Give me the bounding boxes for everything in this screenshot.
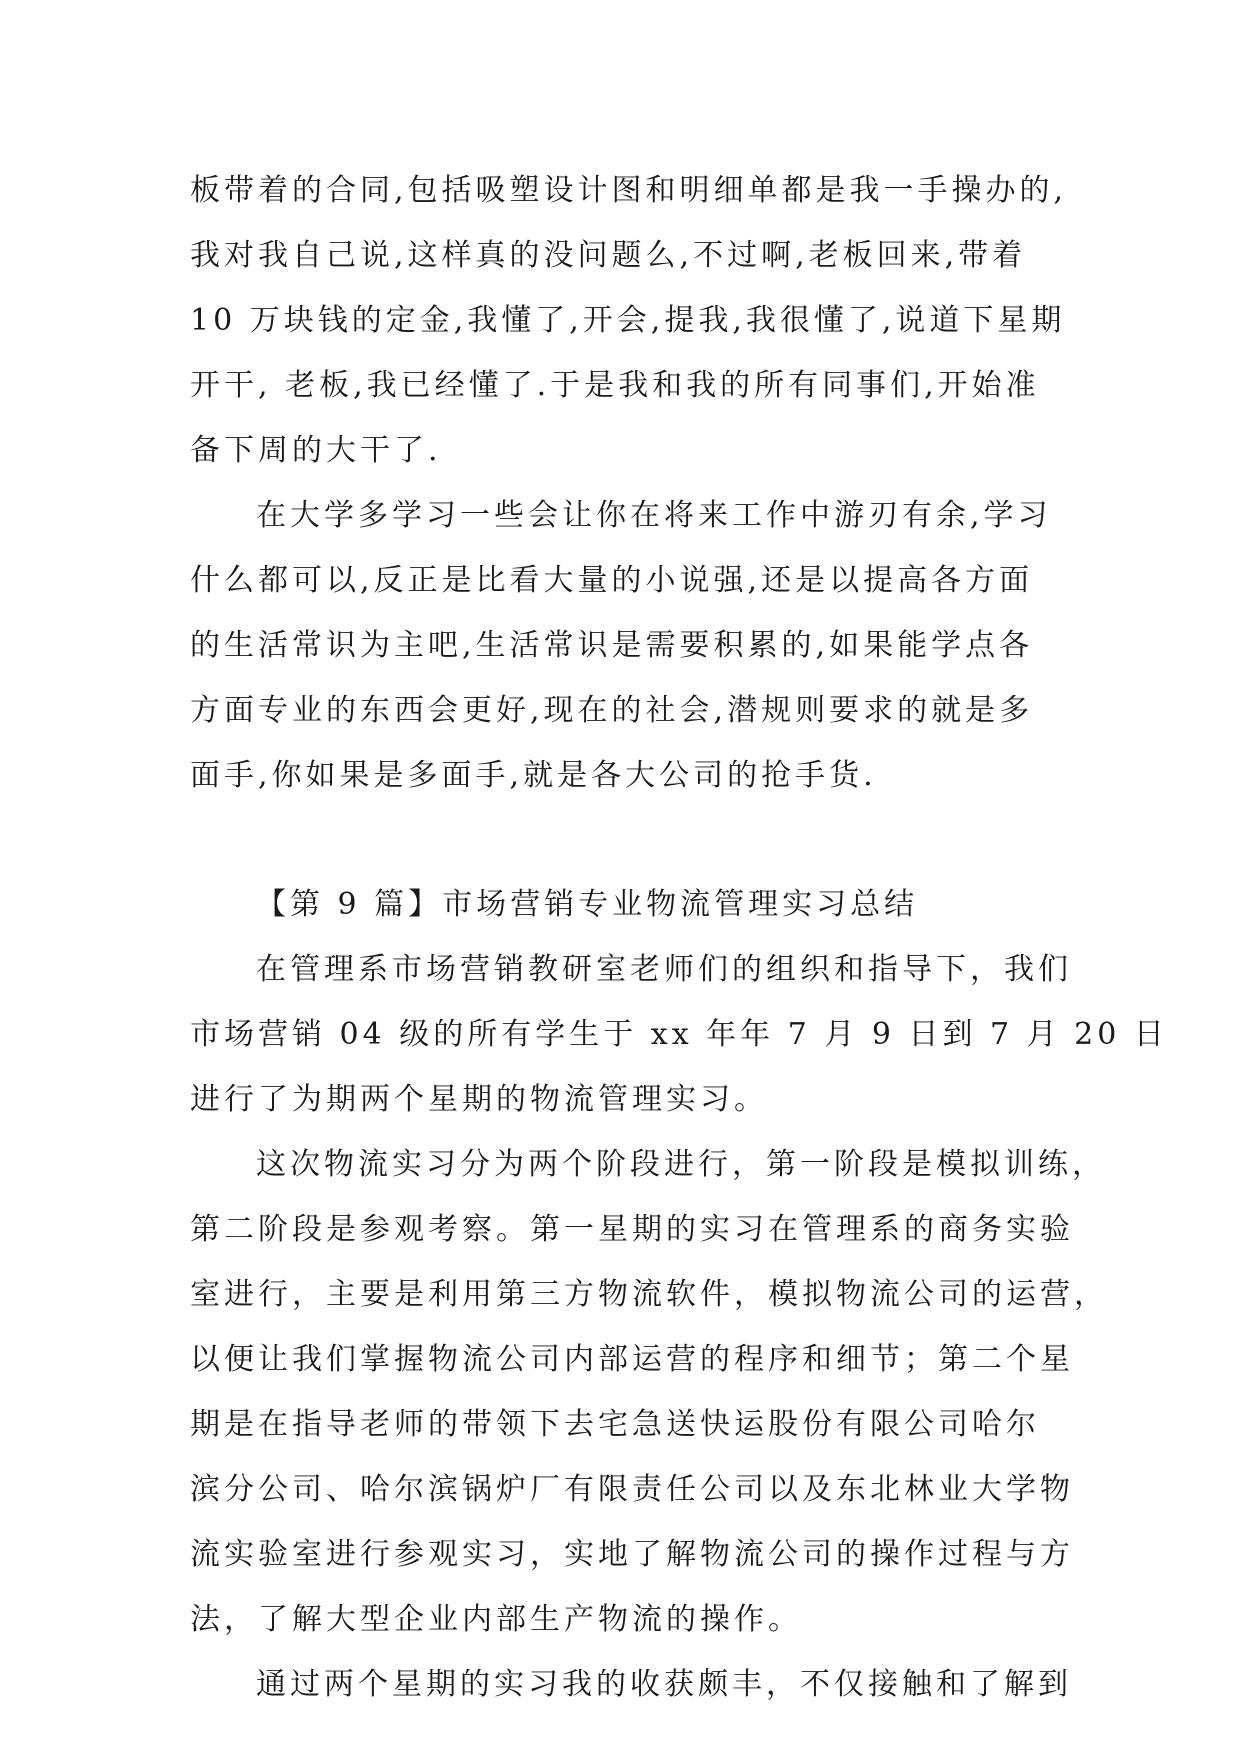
paragraph-first-line: 在管理系市场营销教研室老师们的组织和指导下，我们 — [256, 952, 1072, 987]
paragraph-line: 什么都可以,反正是比看大量的小说强,还是以提高各方面 — [190, 563, 1034, 598]
paragraph-line: 10 万块钱的定金,我懂了,开会,提我,我很懂了,说道下星期 — [190, 303, 1066, 338]
paragraph-line: 开干, 老板,我已经懂了.于是我和我的所有同事们,开始准 — [190, 368, 1040, 403]
paragraph-line: 我对我自己说,这样真的没问题么,不过啊,老板回来,带着 — [190, 238, 1027, 273]
section-gap — [190, 808, 1060, 872]
paragraph-first-line: 通过两个星期的实习我的收获颇丰，不仅接触和了解到 — [256, 1667, 1072, 1702]
paragraph-line: 流实验室进行参观实习，实地了解物流公司的操作过程与方 — [190, 1537, 1074, 1572]
paragraph-line: 法，了解大型企业内部生产物流的操作。 — [190, 1602, 802, 1637]
paragraph-line: 方面专业的东西会更好,现在的社会,潜规则要求的就是多 — [190, 693, 1034, 728]
paragraph-line: 进行了为期两个星期的物流管理实习。 — [190, 1082, 768, 1117]
paragraph-line: 室进行，主要是利用第三方物流软件，模拟物流公司的运营， — [190, 1277, 1108, 1312]
article-heading: 【第 9 篇】市场营销专业物流管理实习总结 — [256, 887, 919, 922]
paragraph-line: 以便让我们掌握物流公司内部运营的程序和细节；第二个星 — [190, 1342, 1074, 1377]
paragraph-first-line: 在大学多学习一些会让你在将来工作中游刃有余,学习 — [256, 498, 1052, 533]
paragraph-line: 板带着的合同,包括吸塑设计图和明细单都是我一手操办的, — [190, 173, 1068, 208]
paragraph-line: 面手,你如果是多面手,就是各大公司的抢手货. — [190, 758, 877, 793]
paragraph-first-line: 这次物流实习分为两个阶段进行，第一阶段是模拟训练， — [256, 1147, 1106, 1182]
paragraph-line: 期是在指导老师的带领下去宅急送快运股份有限公司哈尔 — [190, 1407, 1040, 1442]
paragraph-line: 备下周的大干了. — [190, 433, 442, 468]
paragraph-line: 滨分公司、哈尔滨锅炉厂有限责任公司以及东北林业大学物 — [190, 1472, 1074, 1507]
paragraph-line: 第二阶段是参观考察。第一星期的实习在管理系的商务实验 — [190, 1212, 1074, 1247]
paragraph-line: 的生活常识为主吧,生活常识是需要积累的,如果能学点各 — [190, 628, 1034, 663]
document-body — [190, 158, 1168, 1717]
paragraph-line: 市场营销 04 级的所有学生于 xx 年年 7 月 9 日到 7 月 20 日 — [190, 1017, 1168, 1052]
